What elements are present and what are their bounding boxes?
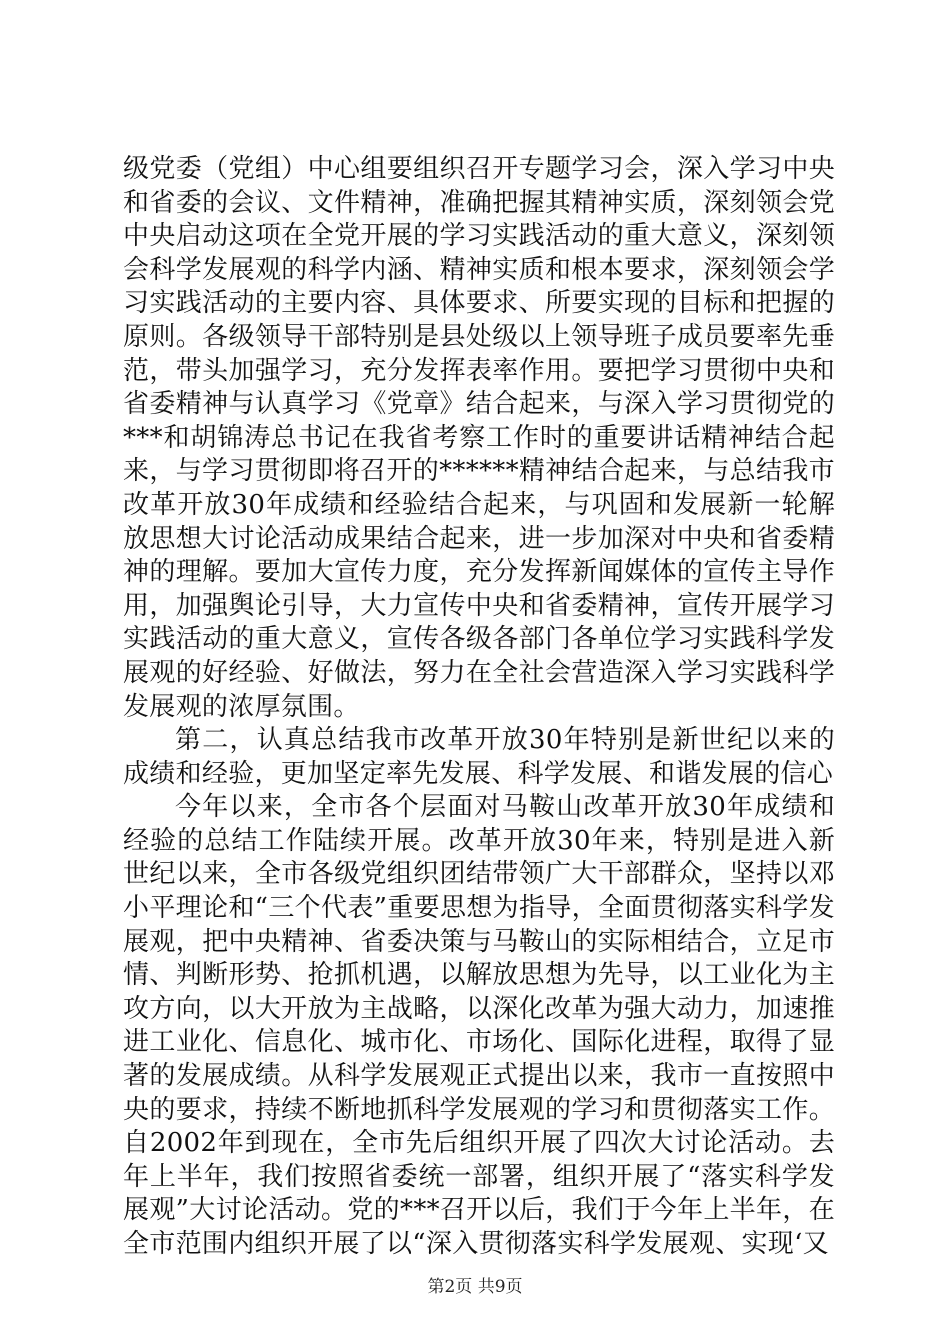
page-footer: [0, 1272, 950, 1297]
paragraph-heading-second: 第二，认真总结我市改革开放30年特别是新世纪以来的成绩和经验，更加坚定率先发展、科学发展、和谐发展的信心: [123, 725, 835, 789]
paragraph-body: 今年以来，全市各个层面对马鞍山改革开放30年成绩和经验的总结工作陆续开展。改革开放30年来，特别是进入新世纪以来，全市各级党组织团结带领广大干部群众，坚持以邓小平理论和“三个代表”重要思想为指导，全面贯彻落实科学发展观，把中央精神、省委决策与马鞍山的实际相结合，立足市情、判断形势、抢抓机遇，以解放思想为先导，以工业化为主攻方向，以大开放为主战略，以深化改革为强大动力，加速推进工业化、信息化、城市化、市场化、国际化进程，取得了显著的发展成绩。从科学发展观正式提出以来，我市一直按照中央的要求，持续不断地抓科学发展观的学习和贯彻落实工作。自2002年到现在，全市先后组织开展了四次大讨论活动。去年上半年，我们按照省委统一部署，组织开展了“落实科学发展观”大讨论活动。党的***召开以后，我们于今年上半年，在全市范围内组织开展了以“深入贯彻落实科学发展观、实现‘又: [123, 792, 835, 1259]
page-number: 第2页 共9页: [427, 1277, 523, 1297]
paragraph-continuation: 级党委（党组）中心组要组织召开专题学习会，深入学习中央和省委的会议、文件精神，准确把握其精神实质，深刻领会党中央启动这项在全党开展的学习实践活动的重大意义，深刻领会科学发展观的科学内涵、精神实质和根本要求，深刻领会学习实践活动的主要内容、具体要求、所要实现的目标和把握的原则。各级领导干部特别是县处级以上领导班子成员要率先垂范，带头加强学习，充分发挥表率作用。要把学习贯彻中央和省委精神与认真学习《党章》结合起来，与深入学习贯彻党的***和胡锦涛总书记在我省考察工作时的重要讲话精神结合起来，与学习贯彻即将召开的******精神结合起来，与总结我市改革开放30年成绩和经验结合起来，与巩固和发展新一轮解放思想大讨论活动成果结合起来，进一步加深对中央和省委精神的理解。要加大宣传力度，充分发挥新闻媒体的宣传主导作用，加强舆论引导，大力宣传中央和省委精神，宣传开展学习实践活动的重大意义，宣传各级各部门各单位学习实践科学发展观的好经验、好做法，努力在全社会营造深入学习实践科学发展观的浓厚氛围。: [123, 154, 835, 722]
document-body: [123, 153, 835, 1262]
